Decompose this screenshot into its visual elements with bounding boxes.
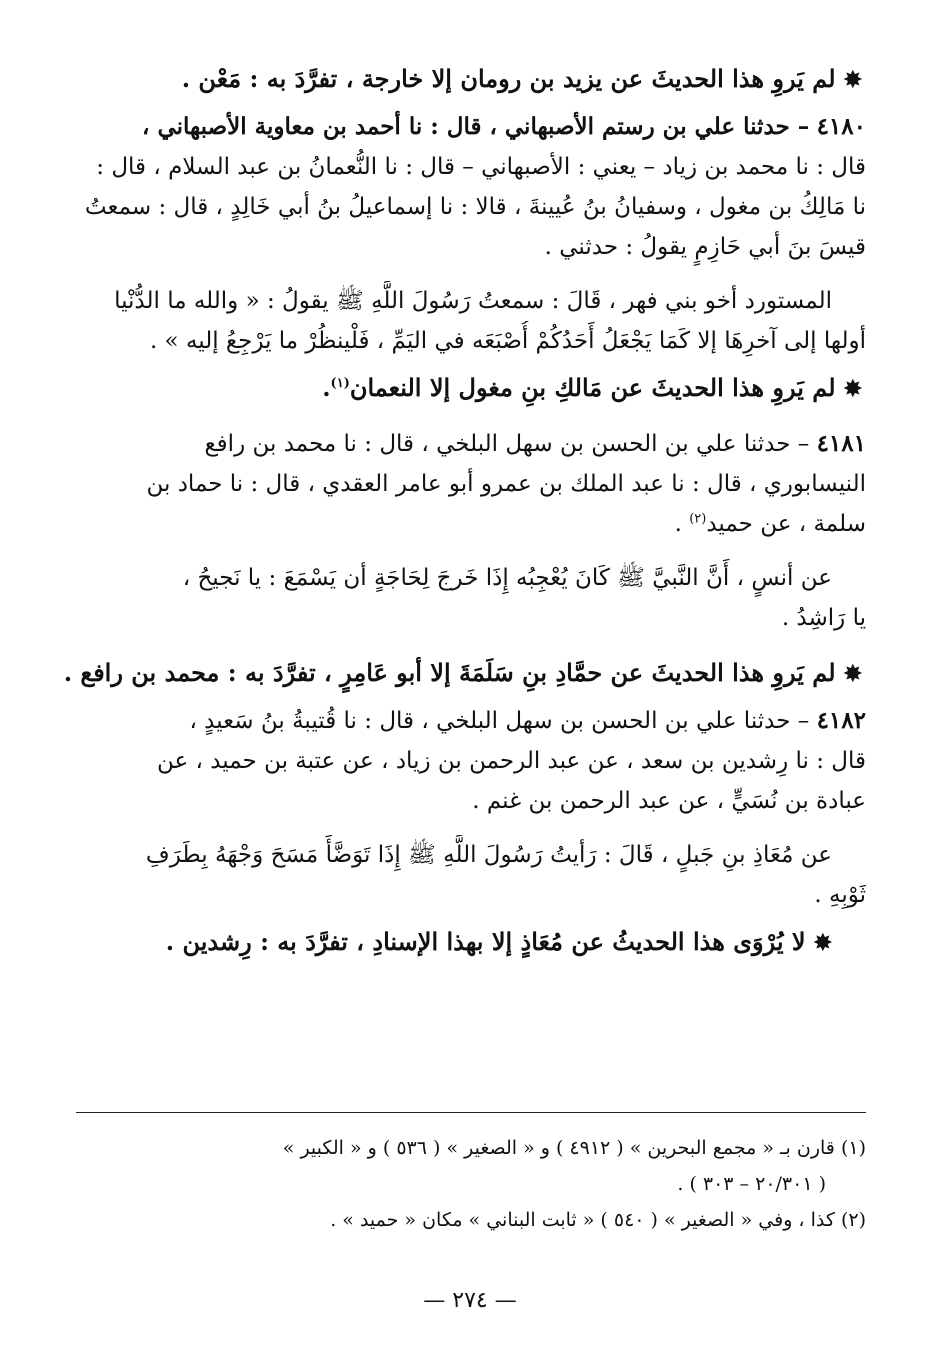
star-icon: ✸ <box>843 661 862 687</box>
hadith-matn <box>38 558 866 638</box>
hadith-number: ٤١٨٢ <box>816 707 866 734</box>
matn-line: ثَوْبِهِ . <box>814 882 866 908</box>
matn-line: أولها إلى آخرِهَا إلا كَمَا يَجْعَلُ أَحَدُكُمْ أُصْبَعَه في اليَمِّ ، فَلْينظُرْ ما يَرْجِعُ إليه » . <box>149 328 866 354</box>
footnote-marker[interactable]: (٢) <box>689 511 707 527</box>
isnad-line: قال : نا رِشدين بن سعد ، عن عبد الرحمن بن زياد ، عن عتبة بن حميد ، عن <box>156 748 866 774</box>
footnote-1 <box>60 1130 866 1166</box>
footnote-label: (١) <box>840 1137 866 1159</box>
footnote-text: ( ٢٠/٣٠١ – ٣٠٣ ) . <box>677 1173 826 1195</box>
footnote-text: قارن بـ « مجمع البحرين » ( ٤٩١٢ ) و « الصغير » ( ٥٣٦ ) و « الكبير » <box>282 1137 835 1159</box>
footnote-2 <box>60 1202 866 1238</box>
section-heading <box>38 58 866 101</box>
section-heading <box>38 921 866 964</box>
isnad-line: قيسَ بنَ أبي حَازِمٍ يقولُ : حدثني . <box>544 234 866 260</box>
isnad-line: سلمة ، عن حميد <box>706 511 866 537</box>
matn-line: عن أنسٍ ، أَنَّ النَّبيَّ ﷺ كَانَ يُعْجِبُه إِذَا خَرجَ لِحَاجَةٍ أن يَسْمَعَ : يا نَجيحُ ، <box>182 565 832 591</box>
isnad-line: – حدثنا علي بن الحسن بن سهل البلخي ، قال : نا محمد بن رافع <box>204 431 810 457</box>
section-heading <box>38 367 866 410</box>
isnad-line: – حدثنا علي بن رستم الأصبهاني ، قال : نا أحمد بن معاوية الأصبهاني ، <box>142 113 810 140</box>
hadith-number: ٤١٨١ <box>816 430 866 457</box>
hadith-matn <box>38 835 866 915</box>
isnad-line: نا مَالِكُ بن مغول ، وسفيانُ بنُ عُيينةَ ، قالا : نا إسماعيلُ بنُ أبي خَالِدٍ ، قال : سمعتُ <box>84 194 866 220</box>
heading-text: لا يُرْوَى هذا الحديثُ عن مُعَاذٍ إلا بهذا الإسنادِ ، تفرَّدَ به : رِشدين . <box>165 927 806 956</box>
hadith-isnad <box>38 701 866 821</box>
footnotes <box>60 1130 866 1238</box>
footnote-marker[interactable]: (١) <box>330 376 350 391</box>
matn-line: عن مُعَاذِ بنِ جَبلٍ ، قَالَ : رَأيتُ رَسُولَ اللَّهِ ﷺ إِذَا تَوَضَّأَ مَسَحَ وَجْهَهُ بِطَرَفِ <box>145 842 832 868</box>
hadith-isnad <box>38 107 866 267</box>
star-icon: ✸ <box>843 67 862 93</box>
star-icon: ✸ <box>813 930 832 956</box>
heading-text: لم يَروِ هذا الحديثَ عن مَالكِ بنِ مغول إلا النعمان <box>349 373 836 402</box>
isnad-line: قال : نا محمد بن زياد – يعني : الأصبهاني – قال : نا النُّعمانُ بن عبد السلام ، قال : <box>96 154 866 180</box>
isnad-tail: . <box>674 511 690 537</box>
isnad-line: – حدثنا علي بن الحسن بن سهل البلخي ، قال : نا قُتيبةُ بنُ سَعيدٍ ، <box>189 708 810 734</box>
page-body <box>38 58 866 970</box>
isnad-line: النيسابوري ، قال : نا عبد الملك بن عمرو أبو عامر العقدي ، قال : نا حماد بن <box>146 471 866 497</box>
hadith-number: ٤١٨٠ <box>816 113 866 140</box>
footnote-text: كذا ، وفي « الصغير » ( ٥٤٠ ) « ثابت البناني » مكان « حميد » . <box>330 1209 835 1231</box>
hadith-matn <box>38 281 866 361</box>
heading-text: لم يَروِ هذا الحديثَ عن يزيد بن رومان إلا خارجة ، تفرَّدَ به : مَعْن . <box>181 64 836 93</box>
footnote-divider <box>76 1112 866 1113</box>
section-heading <box>38 652 866 695</box>
star-icon: ✸ <box>843 376 862 402</box>
matn-line: المستورد أخو بني فهر ، قَالَ : سمعتُ رَسُولَ اللَّهِ ﷺ يقولُ : « والله ما الدُّنْيا <box>114 288 832 314</box>
hadith-isnad <box>38 424 866 544</box>
heading-tail: . <box>322 373 331 402</box>
heading-text: لم يَروِ هذا الحديثَ عن حمَّادِ بنِ سَلَمَةَ إلا أبو عَامِرٍ ، تفرَّدَ به : محمد بن رافع . <box>63 658 836 687</box>
isnad-line: عبادة بن نُسَيٍّ ، عن عبد الرحمن بن غنم . <box>472 788 866 814</box>
footnote-label: (٢) <box>840 1209 866 1231</box>
matn-line: يا رَاشِدُ . <box>781 605 866 631</box>
page-number: — ٢٧٤ — <box>423 1288 517 1313</box>
